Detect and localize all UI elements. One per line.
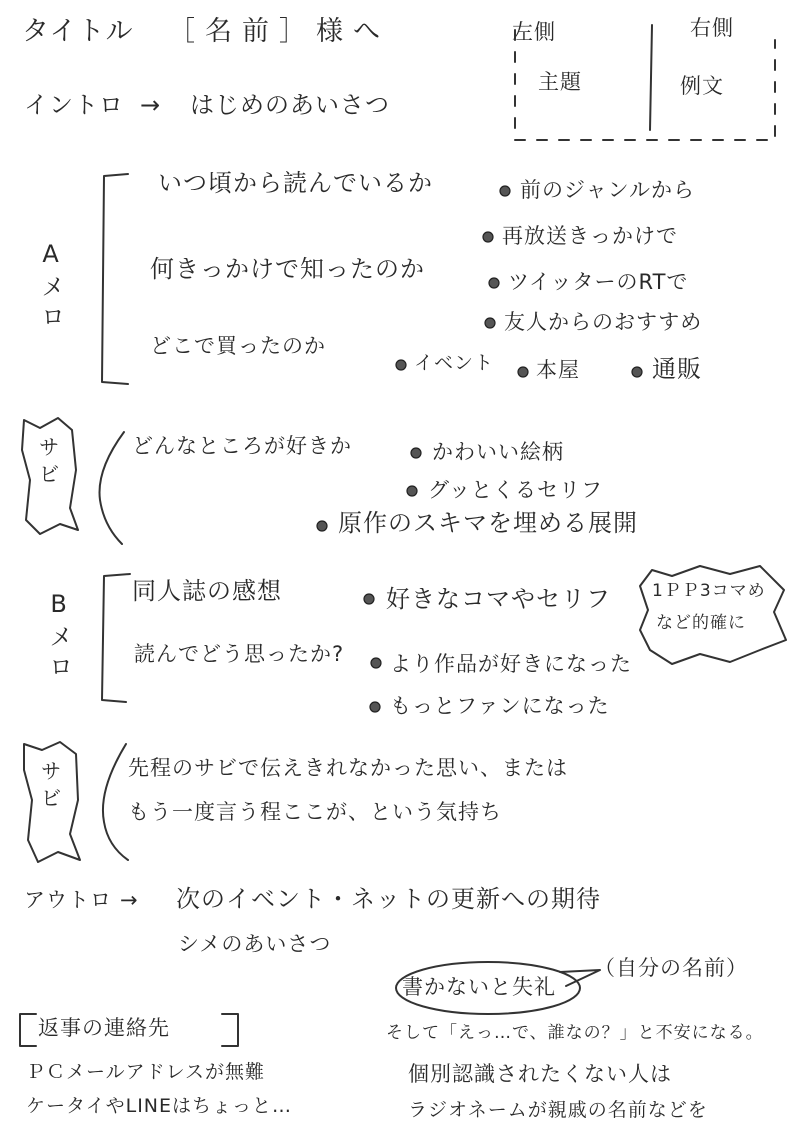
a-melo-bracket [102, 174, 128, 384]
signature-line-3: ラジオネームが親戚の名前などを [408, 1099, 708, 1121]
b-melo-topic-2: 読んでどう思ったか? [134, 642, 345, 666]
sabi2-bracket [103, 744, 128, 860]
intro-text: はじめのあいさつ [190, 91, 390, 119]
bullet-dot [500, 186, 510, 196]
a-melo-topic-1: いつ頃から読んでいるか [158, 169, 433, 197]
sabi1-label: サビ [36, 436, 61, 490]
a-melo-buy-1: イベント [414, 352, 495, 374]
b-melo-bracket [102, 574, 130, 702]
bullet-dot [407, 486, 417, 496]
b-melo-label: Bメロ [44, 590, 73, 684]
legend-right-body: 例文 [680, 74, 724, 98]
a-melo-example-1: 前のジャンルから [520, 178, 696, 202]
contact-heading: 返事の連絡先 [38, 1016, 170, 1040]
signature-bubble-text: 書かないと失礼 [402, 975, 556, 999]
b-melo-note-2: など的確に [656, 613, 746, 633]
outro-text: 次のイベント・ネットの更新への期待 [176, 885, 601, 913]
legend-right-head: 右側 [690, 16, 734, 40]
title-label: タイトル [22, 16, 134, 47]
a-melo-example-4: 友人からのおすすめ [504, 310, 703, 334]
b-melo-note-1: 1ＰＰ3コマめ [652, 581, 766, 601]
sabi2-line-1: 先程のサビで伝えきれなかった思い、または [128, 756, 568, 780]
bullet-dot [371, 658, 381, 668]
bullet-dot [370, 702, 380, 712]
bullet-dot [396, 360, 406, 370]
sabi2-line-2: もう一度言う程ここが、という気持ち [128, 800, 502, 824]
b-melo-example-1: 好きなコマやセリフ [386, 585, 611, 613]
outro-label: アウトロ [24, 888, 112, 912]
outro-arrow: → [120, 888, 139, 912]
signature-name-note: （自分の名前） [594, 956, 748, 980]
a-melo-example-2: 再放送きっかけで [502, 224, 678, 248]
sabi1-example-2: グッとくるセリフ [428, 478, 603, 502]
sabi1-example-1: かわいい絵柄 [432, 440, 564, 464]
sabi1-example-3: 原作のスキマを埋める展開 [338, 509, 638, 537]
sabi2-label: サビ [38, 760, 63, 814]
sabi1-topic: どんなところが好きか [132, 434, 352, 458]
bullet-dot [411, 448, 421, 458]
a-melo-buy-3: 通販 [652, 355, 702, 383]
b-melo-example-3: もっとファンになった [390, 694, 610, 718]
bullet-dot [364, 594, 374, 604]
contact-bracket-right [222, 1014, 238, 1046]
b-melo-example-2: より作品が好きになった [390, 652, 632, 676]
bullet-dot [518, 367, 528, 377]
intro-arrow: → [140, 91, 162, 119]
a-melo-topic-2: 何きっかけで知ったのか [150, 255, 425, 283]
bullet-dot [489, 278, 499, 288]
legend-left-body: 主題 [538, 70, 582, 94]
contact-line-1: ＰＣメールアドレスが無難 [26, 1061, 266, 1083]
a-melo-example-3: ツイッターのRTで [508, 270, 689, 294]
a-melo-topic-3: どこで買ったのか [150, 334, 326, 358]
signature-line-2: 個別認識されたくない人は [408, 1062, 672, 1086]
legend-divider [650, 25, 652, 130]
bullet-dot [483, 232, 493, 242]
intro-label: イントロ [24, 91, 124, 119]
sabi1-bracket [100, 432, 125, 544]
title-value: ［名前］様へ [168, 16, 390, 47]
outro-text-2: シメのあいさつ [178, 932, 332, 956]
contact-line-2: ケータイやLINEはちょっと… [26, 1095, 293, 1117]
legend-left-head: 左側 [512, 20, 556, 44]
b-melo-topic-1: 同人誌の感想 [132, 577, 282, 605]
signature-line-1: そして「えっ…で、誰なの？」と不安になる。 [386, 1023, 764, 1043]
contact-bracket-left [20, 1014, 36, 1046]
a-melo-label: Aメロ [36, 240, 65, 334]
bullet-dot [632, 367, 642, 377]
a-melo-buy-2: 本屋 [536, 358, 580, 382]
bullet-dot [317, 521, 327, 531]
bullet-dot [485, 318, 495, 328]
